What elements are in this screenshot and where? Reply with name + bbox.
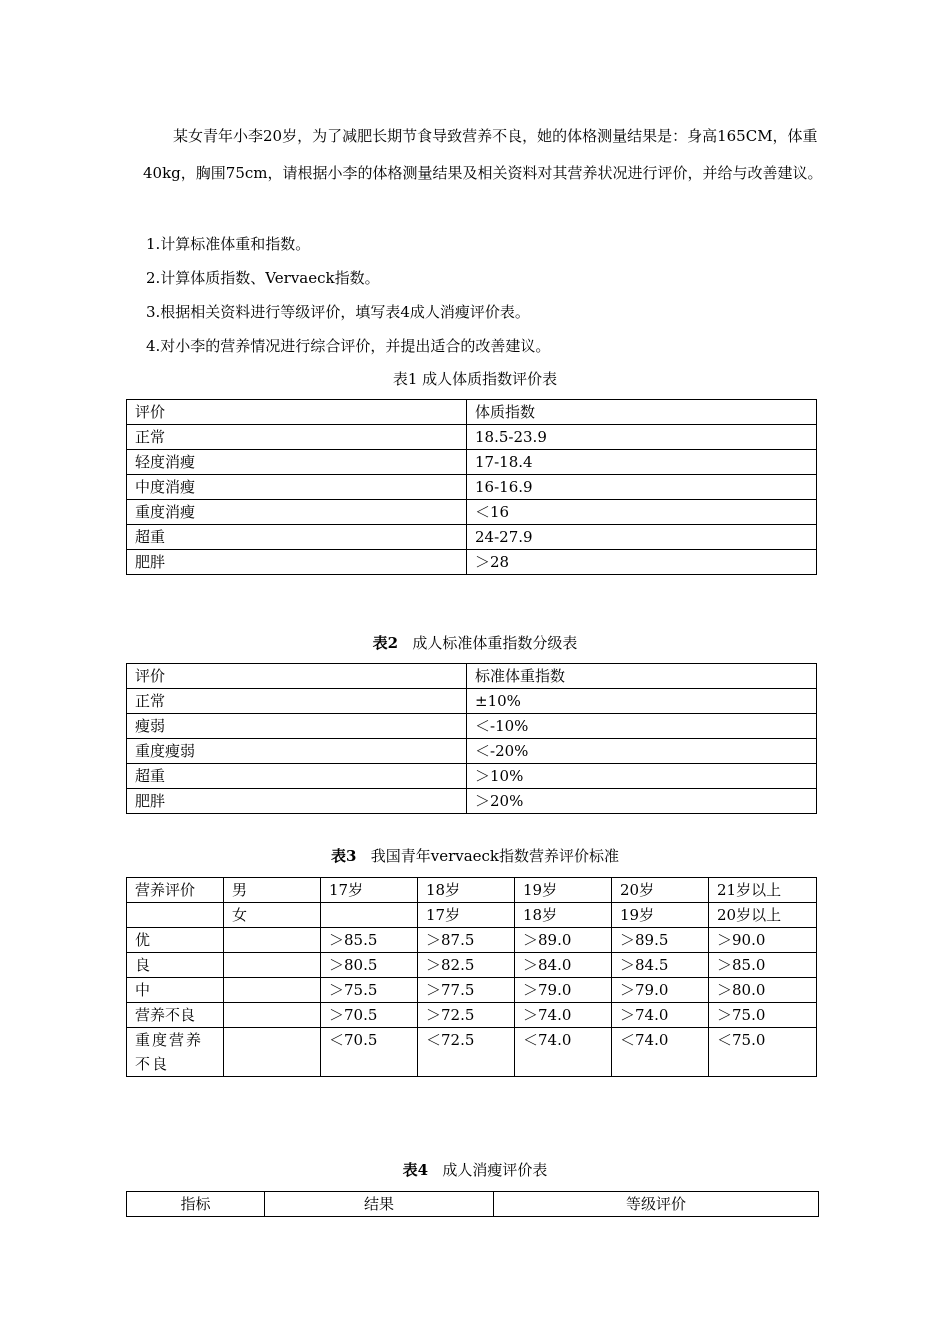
table-cell: 重度营养不良 — [127, 1028, 224, 1077]
table3-caption-number: 表3 — [330, 847, 357, 865]
table-cell: ＞89.0 — [515, 928, 612, 953]
table-row — [127, 400, 817, 425]
table-row — [127, 1192, 819, 1217]
table-cell: ＞82.5 — [418, 953, 515, 978]
table-header-cell: 18岁 — [418, 878, 515, 903]
table-cell: 营养不良 — [127, 1003, 224, 1028]
table1 — [126, 399, 817, 575]
table1-caption: 表1 成人体质指数评价表 — [392, 370, 558, 388]
table-header-cell — [321, 903, 418, 928]
table-cell: 优 — [127, 928, 224, 953]
table-row — [127, 878, 817, 903]
table-cell: ＞84.0 — [515, 953, 612, 978]
table-cell: ＜-10% — [467, 714, 817, 739]
table-row — [127, 978, 817, 1003]
table-cell: ＞74.0 — [515, 1003, 612, 1028]
table-cell: ＜74.0 — [515, 1028, 612, 1077]
table4 — [126, 1191, 819, 1217]
table-cell: ＞75.5 — [321, 978, 418, 1003]
table-cell: ＞20% — [467, 789, 817, 814]
table-row — [127, 1028, 817, 1077]
table-header-cell — [127, 903, 224, 928]
table-cell: 17-18.4 — [467, 450, 817, 475]
table-cell: 中 — [127, 978, 224, 1003]
table2 — [126, 663, 817, 814]
table-cell: ＞70.5 — [321, 1003, 418, 1028]
table2-caption-number: 表2 — [372, 634, 399, 652]
table-cell: 16-16.9 — [467, 475, 817, 500]
table-cell: ＞80.0 — [709, 978, 817, 1003]
table-cell: 中度消瘦 — [127, 475, 467, 500]
table-row — [127, 1003, 817, 1028]
table-header-cell: 评价 — [127, 400, 467, 425]
table-cell: 肥胖 — [127, 789, 467, 814]
table-cell: ±10% — [467, 689, 817, 714]
task-3: 3.根据相关资料进行等级评价，填写表4成人消瘦评价表。 — [146, 303, 530, 321]
table-cell: ＞89.5 — [612, 928, 709, 953]
table4-caption-number: 表4 — [402, 1161, 429, 1179]
table-cell: ＞90.0 — [709, 928, 817, 953]
table-cell: ＞87.5 — [418, 928, 515, 953]
table-cell: ＜16 — [467, 500, 817, 525]
table-cell: ＞10% — [467, 764, 817, 789]
table-cell: 18.5-23.9 — [467, 425, 817, 450]
table-row — [127, 789, 817, 814]
table-cell — [224, 928, 321, 953]
table-header-cell: 标准体重指数 — [467, 664, 817, 689]
table-row — [127, 525, 817, 550]
table-cell: 良 — [127, 953, 224, 978]
table-cell: 超重 — [127, 764, 467, 789]
table-row — [127, 764, 817, 789]
task-1: 1.计算标准体重和指数。 — [146, 235, 311, 253]
table-header-cell: 评价 — [127, 664, 467, 689]
table-header-cell: 18岁 — [515, 903, 612, 928]
table-cell: 重度瘦弱 — [127, 739, 467, 764]
table-header-cell: 21岁以上 — [709, 878, 817, 903]
table2-caption-text: 成人标准体重指数分级表 — [412, 634, 578, 652]
table-cell: 超重 — [127, 525, 467, 550]
table-cell: 轻度消瘦 — [127, 450, 467, 475]
table-cell: ＞77.5 — [418, 978, 515, 1003]
table-cell: ＞85.5 — [321, 928, 418, 953]
table-header-cell: 19岁 — [515, 878, 612, 903]
table-cell: 肥胖 — [127, 550, 467, 575]
table-header-cell: 20岁 — [612, 878, 709, 903]
table-cell: ＜72.5 — [418, 1028, 515, 1077]
table-header-cell: 19岁 — [612, 903, 709, 928]
table-cell: ＞74.0 — [612, 1003, 709, 1028]
table4-caption — [0, 1160, 950, 1180]
table-cell: 重度消瘦 — [127, 500, 467, 525]
task-2: 2.计算体质指数、Vervaeck指数。 — [146, 269, 380, 287]
table-header-cell: 营养评价 — [127, 878, 224, 903]
table-row — [127, 739, 817, 764]
table-header-cell: 等级评价 — [494, 1192, 819, 1217]
table-header-cell: 男 — [224, 878, 321, 903]
table-cell: 正常 — [127, 425, 467, 450]
table-cell: ＞79.0 — [515, 978, 612, 1003]
table2-caption — [0, 633, 950, 653]
table-cell: ＜-20% — [467, 739, 817, 764]
table-row — [127, 425, 817, 450]
table3-caption-text: 我国青年vervaeck指数营养评价标准 — [370, 847, 620, 865]
table-cell: 24-27.9 — [467, 525, 817, 550]
intro-paragraph: 某女青年小李20岁，为了减肥长期节食导致营养不良，她的体格测量结果是：身高165CM，体重40kg，胸围75cm，请根据小李的体格测量结果及相关资料对其营养状况进行评价，并给与改善建议。 — [143, 127, 823, 182]
table-cell: 瘦弱 — [127, 714, 467, 739]
table-cell: ＜74.0 — [612, 1028, 709, 1077]
table3 — [126, 877, 817, 1077]
table-row — [127, 928, 817, 953]
table-row — [127, 450, 817, 475]
table-cell: ＜75.0 — [709, 1028, 817, 1077]
table-row — [127, 664, 817, 689]
table-row — [127, 475, 817, 500]
table-cell — [224, 953, 321, 978]
table3-caption — [0, 846, 950, 866]
table4-caption-text: 成人消瘦评价表 — [442, 1161, 548, 1179]
table-cell: ＞28 — [467, 550, 817, 575]
table-cell: ＜70.5 — [321, 1028, 418, 1077]
table-cell — [224, 1003, 321, 1028]
table-header-cell: 体质指数 — [467, 400, 817, 425]
table-cell: ＞79.0 — [612, 978, 709, 1003]
table-header-cell: 女 — [224, 903, 321, 928]
table-header-cell: 20岁以上 — [709, 903, 817, 928]
table-row — [127, 500, 817, 525]
table-cell: ＞72.5 — [418, 1003, 515, 1028]
table-cell: ＞85.0 — [709, 953, 817, 978]
table-cell: 正常 — [127, 689, 467, 714]
table-header-cell: 指标 — [127, 1192, 265, 1217]
table-row — [127, 550, 817, 575]
table-row — [127, 714, 817, 739]
table-cell — [224, 1028, 321, 1077]
table-cell — [224, 978, 321, 1003]
table-row — [127, 953, 817, 978]
task-4: 4.对小李的营养情况进行综合评价，并提出适合的改善建议。 — [146, 337, 551, 355]
table-cell: ＞84.5 — [612, 953, 709, 978]
table-header-cell: 17岁 — [418, 903, 515, 928]
table-header-cell: 17岁 — [321, 878, 418, 903]
table-header-cell: 结果 — [265, 1192, 494, 1217]
table-row — [127, 689, 817, 714]
table-cell: ＞75.0 — [709, 1003, 817, 1028]
table-cell: ＞80.5 — [321, 953, 418, 978]
table-row — [127, 903, 817, 928]
